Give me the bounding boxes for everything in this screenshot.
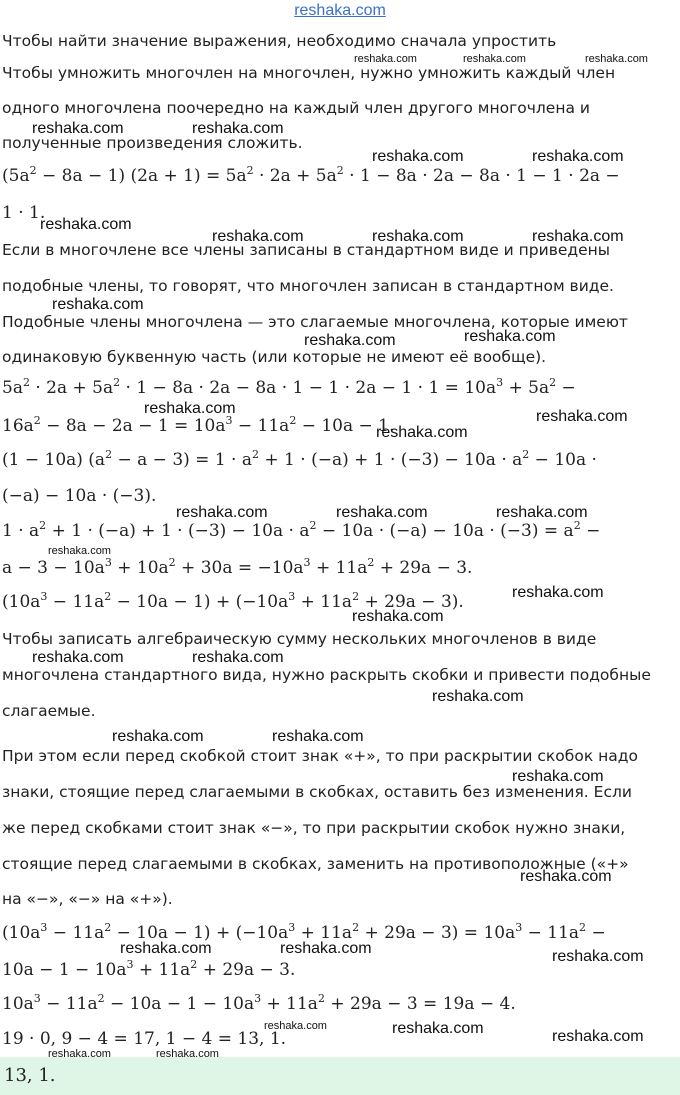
- watermark: reshaka.com: [40, 216, 132, 233]
- equation-line: $(5a^2 - 8a - 1) (2a + 1) = 5a^2 \cdot 2a + 5a^2 \cdot 1 - 8a \cdot 2a - 8a \cdot 1 - 1 \cdot 2a$ −: [2, 164, 620, 186]
- text-line: же перед скобками стоит знак «−», то при раскрытии скобок нужно знаки,: [2, 819, 626, 837]
- watermark: reshaka.com: [552, 948, 644, 965]
- watermark: reshaka.com: [112, 728, 204, 745]
- watermark: reshaka.com: [32, 120, 124, 137]
- watermark: reshaka.com: [336, 504, 428, 521]
- equation-line: $1 \cdot a^2 + 1 \cdot (-a) + 1 \cdot (-3) - 10a \cdot a^2 - 10a \cdot (-a) - 10a \cdot (-3) = a^2$ −: [2, 519, 601, 541]
- watermark: reshaka.com: [144, 400, 236, 417]
- equation-line: $10a - 1 - 10a^3 + 11a^2 + 29a - 3$.: [2, 958, 296, 980]
- watermark: reshaka.com: [32, 649, 124, 666]
- watermark: reshaka.com: [120, 940, 212, 957]
- text-line: подобные члены, то говорят, что многочлен записан в стандартном виде.: [2, 277, 614, 295]
- text-line: одного многочлена поочередно на каждый член другого многочлена и: [2, 99, 590, 117]
- equation-line: $a - 3 - 10a^3 + 10a^2 + 30a = -10a^3 + 11a^2 + 29a - 3$.: [2, 556, 473, 578]
- watermark: reshaka.com: [280, 940, 372, 957]
- watermark: reshaka.com: [552, 1028, 644, 1045]
- watermark: reshaka.com: [512, 768, 604, 785]
- text-line: Подобные члены многочлена — это слагаемые многочлена, которые имеют: [2, 313, 628, 331]
- watermark: reshaka.com: [352, 608, 444, 625]
- text-line: Чтобы умножить многочлен на многочлен, нужно умножить каждый член: [2, 64, 616, 82]
- watermark: reshaka.com: [372, 228, 464, 245]
- watermark: reshaka.com: [354, 53, 417, 65]
- text-line: на «−», «−» на «+»).: [2, 890, 173, 908]
- text-line: Если в многочлене все члены записаны в стандартном виде и приведены: [2, 241, 611, 259]
- equation-line: $16a^2 - 8a - 2a - 1 = 10a^3 - 11a^2 - 10a - 1$.: [2, 414, 395, 436]
- text-line: полученные произведения сложить.: [2, 134, 303, 152]
- watermark: reshaka.com: [372, 148, 464, 165]
- watermark: reshaka.com: [192, 649, 284, 666]
- watermark: reshaka.com: [272, 728, 364, 745]
- text-line: одинаковую буквенную часть (или которые не имеют её вообще).: [2, 348, 547, 366]
- equation-line: $5a^2 \cdot 2a + 5a^2 \cdot 1 - 8a \cdot 2a - 8a \cdot 1 - 1 \cdot 2a - 1 \cdot 1 = 10a^3 + 5a^2$ −: [2, 376, 576, 398]
- answer-box: [0, 1057, 680, 1095]
- watermark: reshaka.com: [52, 296, 144, 313]
- watermark: reshaka.com: [212, 228, 304, 245]
- equation-line: 1 · 1.: [2, 203, 46, 223]
- text-line: многочлена стандартного вида, нужно раскрыть скобки и привести подобные: [2, 666, 651, 684]
- watermark: reshaka.com: [376, 424, 468, 441]
- equation-line: (−a) − 10a · (−3).: [2, 486, 157, 506]
- watermark: reshaka.com: [264, 1020, 327, 1032]
- watermark: reshaka.com: [432, 688, 524, 705]
- text-line: Чтобы записать алгебраическую сумму нескольких многочленов в виде: [2, 630, 597, 648]
- text-line: Чтобы найти значение выражения, необходимо сначала упростить: [2, 32, 557, 50]
- watermark: reshaka.com: [192, 120, 284, 137]
- text-line: При этом если перед скобкой стоит знак «+», то при раскрытии скобок надо: [2, 747, 638, 765]
- watermark: reshaka.com: [532, 228, 624, 245]
- equation-line: $(10a^3 - 11a^2 - 10a - 1) + (-10a^3 + 11a^2 + 29a - 3)$.: [2, 590, 464, 612]
- watermark: reshaka.com: [156, 1048, 219, 1060]
- text-line: знаки, стоящие перед слагаемыми в скобках, оставить без изменения. Если: [2, 783, 632, 801]
- watermark: reshaka.com: [464, 328, 556, 345]
- watermark: reshaka.com: [392, 1020, 484, 1037]
- watermark: reshaka.com: [176, 504, 268, 521]
- watermark: reshaka.com: [304, 332, 396, 349]
- equation-line: 19 · 0, 9 − 4 = 17, 1 − 4 = 13, 1.: [2, 1029, 287, 1049]
- text-line: стоящие перед слагаемыми в скобках, заменить на противоположные («+»: [2, 855, 629, 873]
- equation-line: $(10a^3 - 11a^2 - 10a - 1) + (-10a^3 + 11a^2 + 29a - 3) = 10a^3 - 11a^2$ −: [2, 921, 606, 943]
- equation-line: $10a^3 - 11a^2 - 10a - 1 - 10a^3 + 11a^2 + 29a - 3 = 19a - 4$.: [2, 992, 516, 1014]
- watermark: reshaka.com: [512, 584, 604, 601]
- watermark: reshaka.com: [463, 53, 526, 65]
- text-line: слагаемые.: [2, 702, 96, 720]
- watermark: reshaka.com: [48, 545, 111, 557]
- watermark: reshaka.com: [585, 53, 648, 65]
- equation-line: (1 − 10a) $(a^2 - a - 3) = 1 \cdot a^2 + 1 \cdot (-a) + 1 \cdot (-3) - 10a \cdot a^2 - 10a$ ·: [2, 448, 597, 470]
- watermark: reshaka.com: [536, 408, 628, 425]
- watermark: reshaka.com: [496, 504, 588, 521]
- watermark: reshaka.com: [532, 148, 624, 165]
- site-link[interactable]: reshaka.com: [294, 2, 386, 19]
- watermark: reshaka.com: [520, 868, 612, 885]
- watermark: reshaka.com: [48, 1048, 111, 1060]
- answer-text: 13, 1.: [4, 1065, 56, 1086]
